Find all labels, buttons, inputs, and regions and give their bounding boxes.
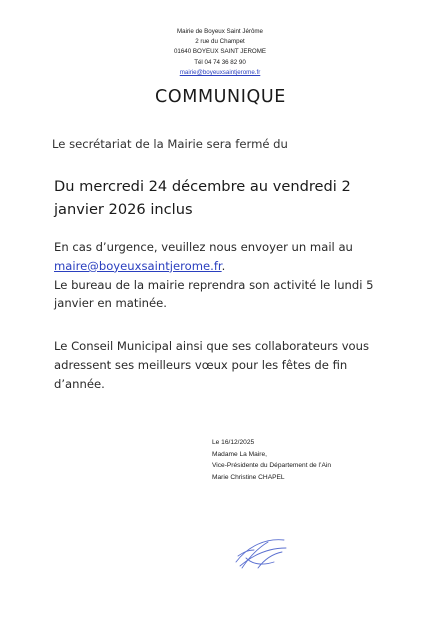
urgency-text: En cas d’urgence, veuillez nous envoyer un mail au <box>54 240 353 254</box>
signature-date: Le 16/12/2025 <box>212 439 255 446</box>
mayor-email-link[interactable]: maire@boyeuxsaintjerome.fr <box>54 258 222 273</box>
mairie-city: 01640 BOYEUX SAINT JEROME <box>173 48 267 56</box>
reopen-text: Le bureau de la mairie reprendra son activité le lundi 5 janvier en matinée. <box>54 277 374 311</box>
closure-intro: Le secrétariat de la Mairie sera fermé du <box>52 137 288 151</box>
handwritten-signature-icon <box>228 528 298 576</box>
urgency-period: . <box>221 258 226 273</box>
mairie-street: 2 rue du Champet <box>195 38 245 46</box>
closure-dates-line-2: janvier 2026 inclus <box>54 201 193 218</box>
urgency-paragraph <box>54 238 394 313</box>
letterhead <box>150 27 290 78</box>
wishes-paragraph: Le Conseil Municipal ainsi que ses collaborateurs vous adressent ses meilleurs vœux pour les fêtes de fin d’année. <box>54 339 370 391</box>
closure-dates-line-1: Du mercredi 24 décembre au vendredi 2 <box>54 178 351 195</box>
signature-role: Madame La Maire, <box>212 450 267 458</box>
mairie-name: Mairie de Boyeux Saint Jérôme <box>177 28 263 35</box>
page-title: COMMUNIQUE <box>155 87 286 107</box>
signature-name: Marie Christine CHAPEL <box>212 473 285 481</box>
closure-dates <box>54 175 394 221</box>
signature-title: Vice-Présidente du Département de l’Ain <box>212 462 331 470</box>
mairie-phone: Tél 04 74 36 82 90 <box>194 58 246 66</box>
mairie-email-link[interactable]: mairie@boyeuxsaintjerome.fr <box>179 68 261 76</box>
signature-block <box>212 437 412 483</box>
